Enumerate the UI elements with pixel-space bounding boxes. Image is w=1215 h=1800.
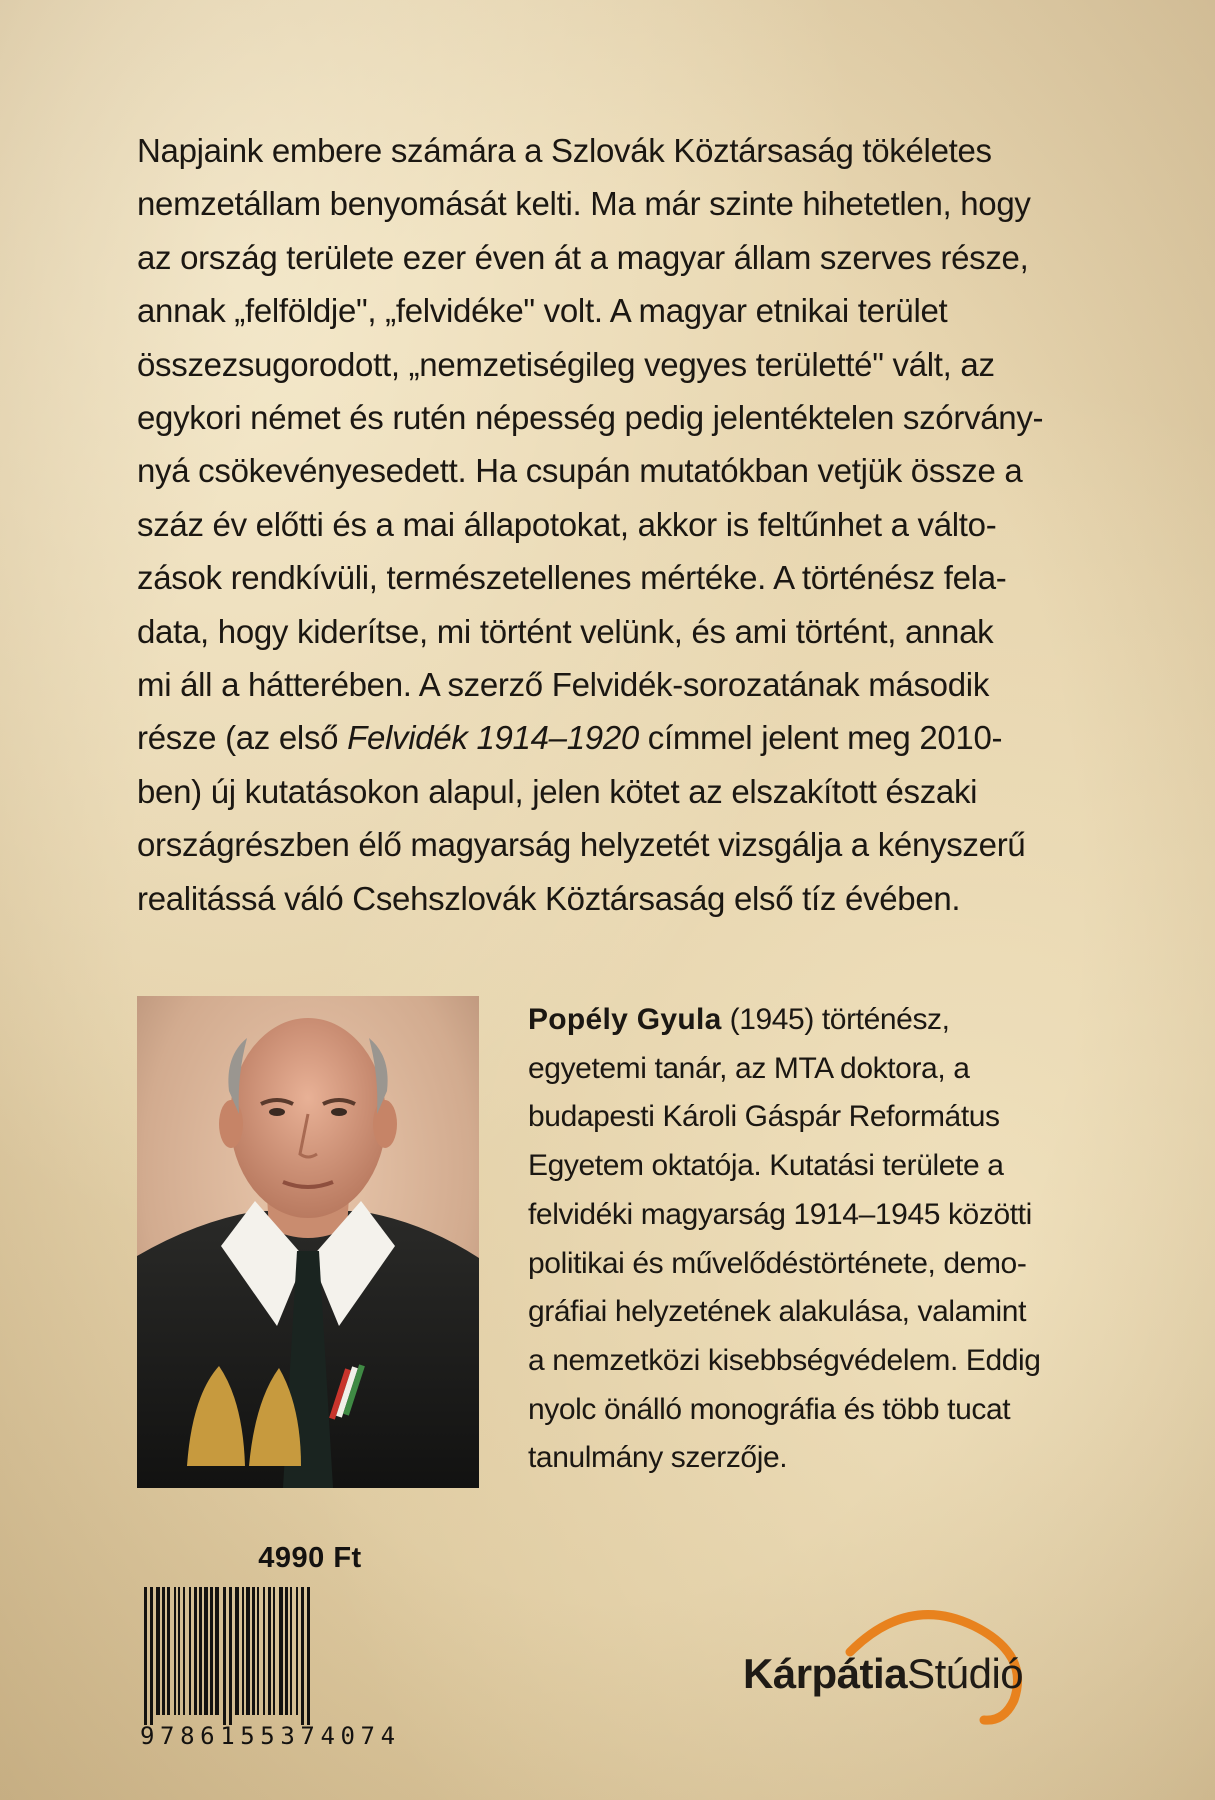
blurb-line: összezsugorodott, „nemzetiségileg vegyes területté" vált, az xyxy=(137,345,995,383)
publisher-logo xyxy=(738,1608,1058,1728)
barcode-bar xyxy=(174,1587,176,1715)
blurb-line: országrészben élő magyarság helyzetét vizsgálja a kényszerű xyxy=(137,826,1026,864)
blurb-segment: része (az első xyxy=(137,719,348,757)
barcode-bar xyxy=(307,1587,310,1725)
barcode-bar xyxy=(210,1587,213,1715)
barcode-bar xyxy=(268,1587,271,1715)
bio-line xyxy=(528,996,1048,1045)
barcode-bar xyxy=(257,1587,259,1715)
barcode-bar xyxy=(189,1587,191,1715)
author-portrait xyxy=(137,996,479,1488)
author-bio xyxy=(528,996,1048,1483)
bio-line: nyolc önálló monográfia és több tucat xyxy=(528,1392,1011,1426)
barcode-bar xyxy=(162,1587,165,1715)
barcode-bar xyxy=(150,1587,153,1725)
barcode-bar xyxy=(204,1587,208,1715)
publisher-name xyxy=(743,1650,1023,1698)
bio-segment: (1945) történész, xyxy=(721,1003,950,1036)
barcode-bar xyxy=(144,1587,147,1725)
isbn-barcode xyxy=(140,1587,460,1742)
publisher-name-part-2: Stúdió xyxy=(907,1650,1024,1697)
barcode-bar xyxy=(296,1587,298,1715)
bio-line: a nemzetközi kisebbségvédelem. Eddig xyxy=(528,1343,1041,1377)
book-title-italic: Felvidék 1914–1920 xyxy=(347,719,639,757)
blurb-line: nemzetállam benyomását kelti. Ma már szinte hihetetlen, hogy xyxy=(137,185,1031,223)
blurb-line: egykori német és rutén népesség pedig jelentéktelen szórvány- xyxy=(137,399,1044,437)
bio-line: egyetemi tanár, az MTA doktora, a xyxy=(528,1051,970,1085)
barcode-bar xyxy=(235,1587,239,1715)
barcode-bar xyxy=(223,1587,226,1725)
barcode-bar xyxy=(285,1587,288,1715)
barcode-bar xyxy=(279,1587,283,1715)
bio-line: budapesti Károli Gáspár Református xyxy=(528,1100,1000,1134)
barcode-bar xyxy=(156,1587,160,1715)
blurb-line: száz év előtti és a mai állapotokat, akkor is feltűnhet a válto- xyxy=(137,505,997,543)
blurb-line: data, hogy kiderítse, mi történt velünk, és ami történt, annak xyxy=(137,612,994,650)
blurb-text xyxy=(137,124,1057,925)
blurb-line: Napjaink embere számára a Szlovák Köztársaság tökéletes xyxy=(137,132,992,169)
barcode-bar xyxy=(229,1587,232,1725)
blurb-line: az ország területe ezer éven át a magyar állam szerves része, xyxy=(137,238,1029,276)
isbn-number: 9786155374074 xyxy=(140,1722,401,1750)
barcode-bar xyxy=(246,1587,250,1715)
blurb-line: ben) új kutatásokon alapul, jelen kötet az elszakított északi xyxy=(137,772,978,810)
barcode-bar xyxy=(301,1587,304,1725)
bio-line: politikai és művelődéstörténete, demo- xyxy=(528,1246,1027,1280)
barcode-bar xyxy=(167,1587,170,1715)
bio-line: tanulmány szerzője. xyxy=(528,1441,788,1475)
barcode-bar xyxy=(178,1587,180,1715)
barcode-bar xyxy=(273,1587,275,1715)
bio-line: Egyetem oktatója. Kutatási területe a xyxy=(528,1149,1004,1183)
barcode-bar xyxy=(242,1587,244,1715)
blurb-segment: címmel jelent meg 2010- xyxy=(638,719,1003,757)
author-name: Popély Gyula xyxy=(528,1003,722,1036)
bio-line: felvidéki magyarság 1914–1945 közötti xyxy=(528,1197,1032,1231)
barcode-bar xyxy=(199,1587,202,1715)
barcode-bar xyxy=(194,1587,197,1715)
blurb-line: mi áll a hátterében. A szerző Felvidék-sorozatának második xyxy=(137,666,990,704)
blurb-line: realitássá váló Csehszlovák Köztársaság első tíz évében. xyxy=(137,879,961,917)
bio-line: gráfiai helyzetének alakulása, valamint xyxy=(528,1295,1027,1329)
barcode-bar xyxy=(290,1587,292,1715)
blurb-line: zások rendkívüli, természetellenes mértéke. A történész fela- xyxy=(137,559,1007,597)
barcode-bar xyxy=(263,1587,265,1715)
blurb-line: nyá csökevényesedett. Ha csupán mutatókban vetjük össze a xyxy=(137,452,1023,490)
publisher-name-part-1: Kárpátia xyxy=(743,1650,908,1697)
blurb-line-with-title xyxy=(137,711,1057,764)
barcode-bar xyxy=(215,1587,219,1715)
barcode-bar xyxy=(183,1587,185,1715)
blurb-line: annak „felföldje", „felvidéke" volt. A magyar etnikai terület xyxy=(137,292,948,330)
barcode-bar xyxy=(252,1587,255,1715)
price-label: 4990 Ft xyxy=(258,1542,362,1574)
